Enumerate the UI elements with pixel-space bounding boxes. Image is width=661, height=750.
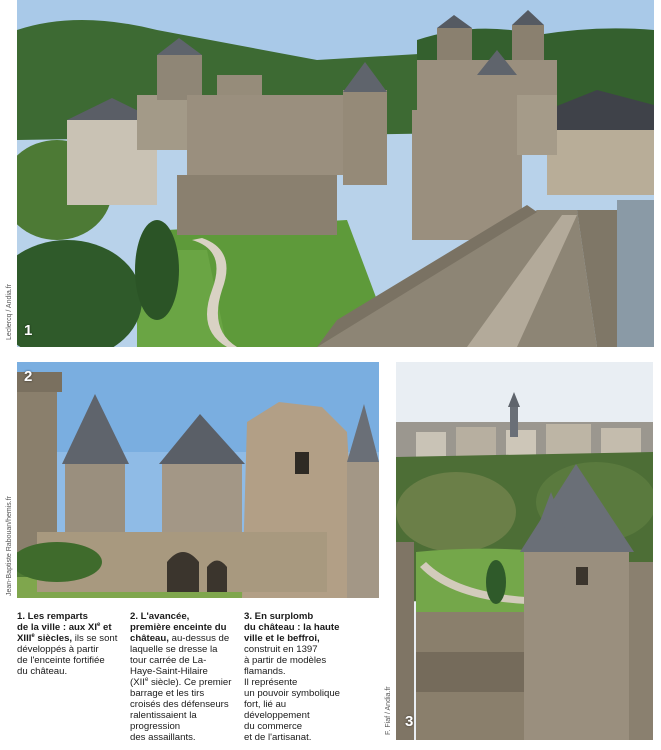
- caption-body-text: (XII: [130, 677, 145, 688]
- caption-body: de l'enceinte fortifiée: [17, 655, 105, 666]
- caption-body: construit en 1397: [244, 644, 318, 655]
- caption-body: ralentissaient la: [130, 710, 197, 721]
- castle-avancee-image: [17, 362, 379, 598]
- photo-number: 2: [24, 368, 33, 385]
- caption-body-text: siècle). Ce premier: [148, 677, 232, 688]
- caption-body: à partir de modèles: [244, 655, 327, 666]
- caption-lead-text: et: [100, 622, 112, 633]
- photo-castle-avancee: [17, 362, 379, 598]
- caption-body: du commerce: [244, 721, 303, 732]
- caption-body: laquelle se dresse la: [130, 644, 218, 655]
- caption-lead: du château : la haute: [244, 622, 340, 633]
- caption-lead-text: XIII: [17, 633, 32, 644]
- caption-body: Il représente: [244, 677, 298, 688]
- photo-haute-ville-beffroi: [396, 362, 653, 740]
- caption-lead: 2. L'avancée,: [130, 611, 190, 622]
- caption-body: barrage et les tirs: [130, 688, 205, 699]
- photo-number: 1: [24, 322, 33, 339]
- caption-sup: e: [31, 632, 35, 639]
- caption-lead: 3. En surplomb: [244, 611, 314, 622]
- caption-body: au-dessus de: [168, 633, 230, 644]
- caption-sup: e: [144, 676, 149, 683]
- caption-remparts: [17, 611, 127, 677]
- caption-body: tour carrée de La-: [130, 655, 207, 666]
- caption-haute-ville: [244, 611, 384, 743]
- caption-body: [130, 677, 231, 688]
- caption-body: flamands.: [244, 666, 286, 677]
- caption-body: du château.: [17, 666, 68, 677]
- caption-body: des assaillants.: [130, 732, 196, 743]
- caption-sup: e: [96, 621, 101, 628]
- caption-body: un pouvoir symbolique: [244, 688, 340, 699]
- caption-body: développés à partir: [17, 644, 99, 655]
- caption-body: Haye-Saint-Hilaire: [130, 666, 208, 677]
- haute-ville-image: [396, 362, 653, 740]
- caption-lead: [17, 622, 112, 633]
- photo-credit: Jean-Baptiste Rabouan/hemis.fr: [6, 496, 13, 596]
- caption-body: croisés des défenseurs: [130, 699, 229, 710]
- caption-body: fort, lié au: [244, 699, 287, 710]
- caption-lead-text: siècles,: [34, 633, 73, 644]
- photo-credit: Leclercq / Andia.fr: [6, 283, 13, 340]
- caption-lead: 1. Les remparts: [17, 611, 88, 622]
- caption-body: progression: [130, 721, 181, 732]
- photo-number: 3: [405, 713, 414, 730]
- caption-lead: château,: [130, 633, 169, 644]
- caption-body: développement: [244, 710, 310, 721]
- caption-lead: ville et le beffroi,: [244, 633, 320, 644]
- caption-body: ils se sont: [72, 633, 118, 644]
- caption-lead: première enceinte du: [130, 622, 227, 633]
- caption-lead-text: de la ville : aux XI: [17, 622, 97, 633]
- photo-credit: F. Fiaf / Andia.fr: [385, 686, 392, 735]
- photo-castle-ramparts: [17, 0, 654, 347]
- castle-ramparts-image: [17, 0, 654, 347]
- caption-avancee: [130, 611, 242, 743]
- caption-lead: [17, 633, 72, 644]
- caption-body: et de l'artisanat.: [244, 732, 312, 743]
